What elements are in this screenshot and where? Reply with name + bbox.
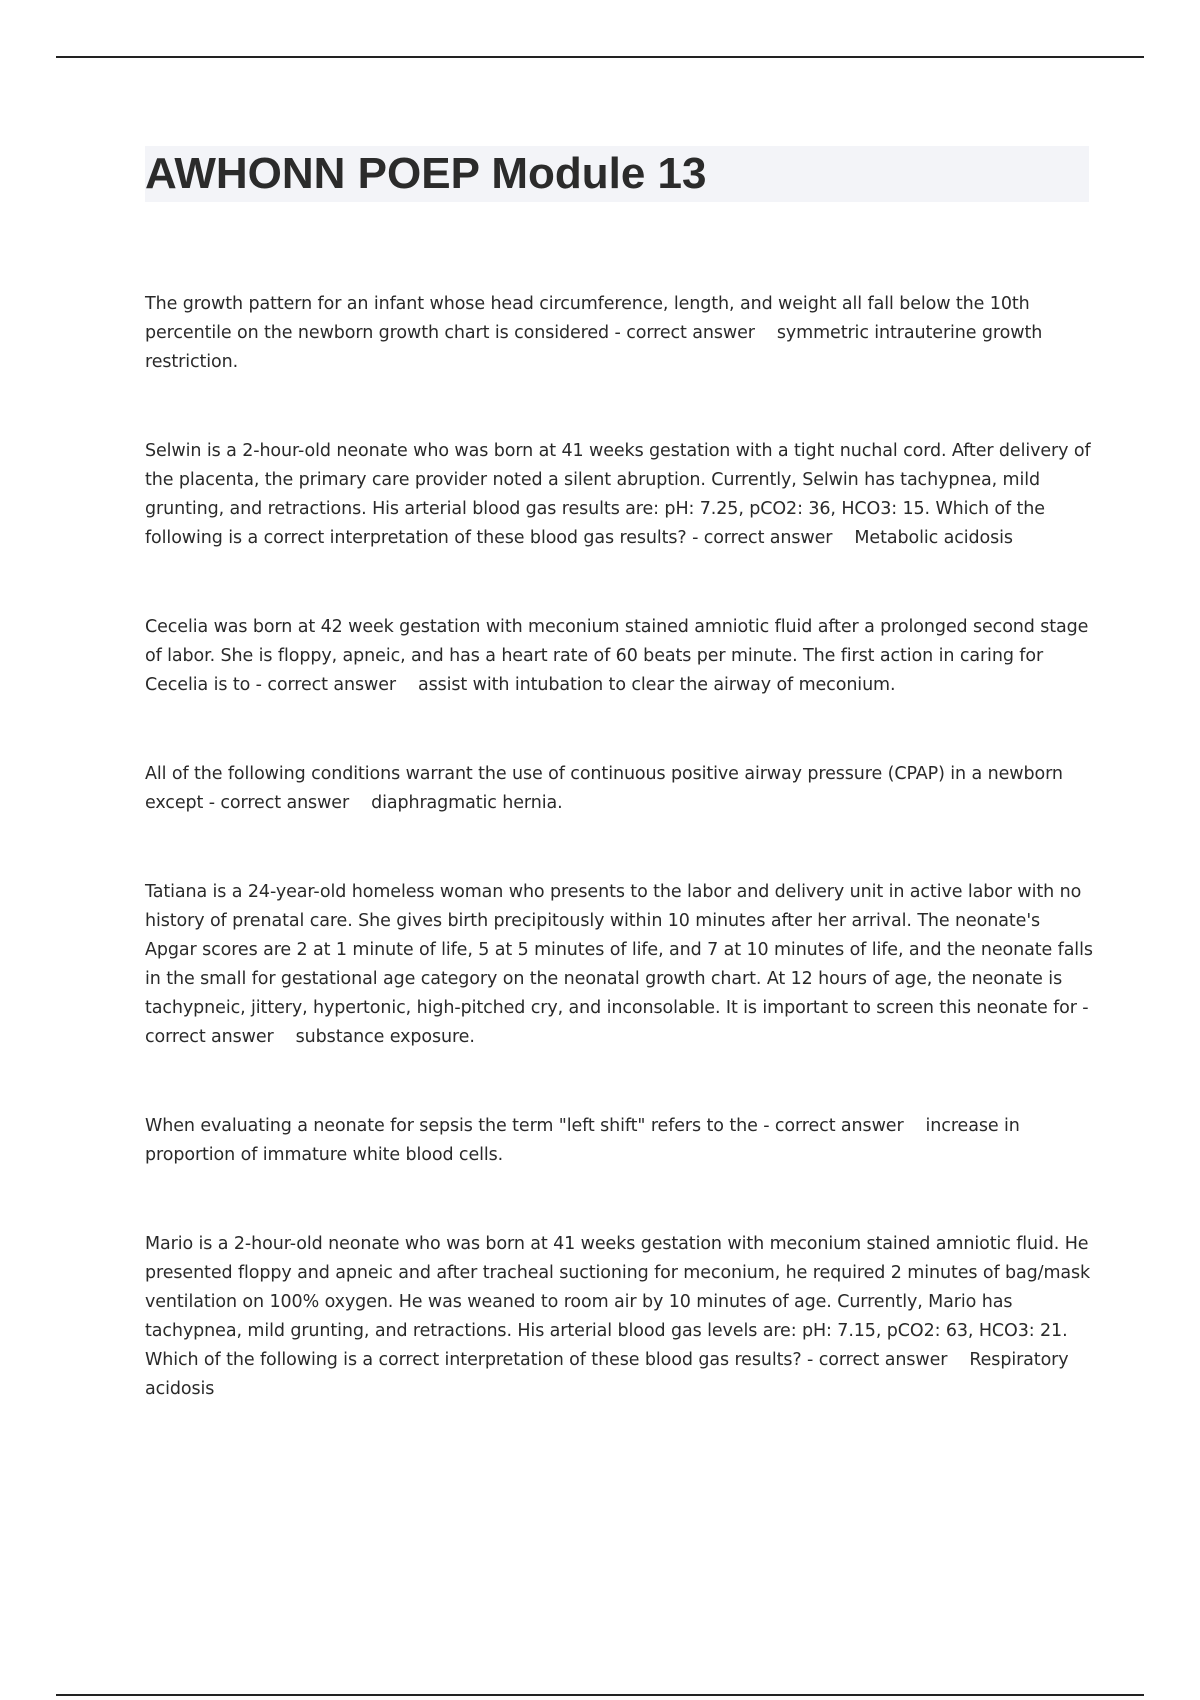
qa-question: All of the following conditions warrant the use of continuous positive airway pressure (CPAP) in a newborn except - correct answer — [145, 764, 1063, 813]
qa-item — [145, 613, 1095, 700]
bottom-rule — [56, 1694, 1144, 1696]
qa-item — [145, 437, 1095, 553]
qa-question: Selwin is a 2-hour-old neonate who was born at 41 weeks gestation with a tight nuchal cord. After delivery of the placenta, the primary care provider noted a silent abruption. Currently, Selwin has tachypnea, mild grunting, and retractions. His arterial blood gas results are: pH: 7.25, pCO2: 36, HCO3: 15. Which of the following is a correct interpretation of these blood gas results? - correct answer — [145, 441, 1091, 548]
qa-question: Mario is a 2-hour-old neonate who was born at 41 weeks gestation with meconium stained amniotic fluid. He presented floppy and apneic and after tracheal suctioning for meconium, he required 2 minutes of bag/mask ventilation on 100% oxygen. He was weaned to room air by 10 minutes of age. Currently, Mario has tachypnea, mild grunting, and retractions. His arterial blood gas levels are: pH: 7.15, pCO2: 63, HCO3: 21. Which of the following is a correct interpretation of these blood gas results? - correct answer — [145, 1234, 1091, 1370]
qa-answer: diaphragmatic hernia. — [371, 793, 563, 813]
qa-answer: substance exposure. — [295, 1027, 475, 1047]
qa-question: Cecelia was born at 42 week gestation with meconium stained amniotic fluid after a prolonged second stage of labor. She is floppy, apneic, and has a heart rate of 60 beats per minute. The first action in caring for Cecelia is to - correct answer — [145, 617, 1089, 695]
qa-question: When evaluating a neonate for sepsis the term "left shift" refers to the - correct answer — [145, 1116, 904, 1136]
qa-item — [145, 290, 1095, 377]
qa-answer: Metabolic acidosis — [854, 528, 1013, 548]
qa-item — [145, 1230, 1095, 1404]
document-title: AWHONN POEP Module 13 — [145, 149, 707, 198]
qa-item — [145, 760, 1095, 818]
qa-answer: increase in proportion of immature white blood cells. — [145, 1116, 1020, 1165]
qa-item — [145, 878, 1095, 1052]
qa-answer: Respiratory acidosis — [145, 1350, 1069, 1399]
qa-question: Tatiana is a 24-year-old homeless woman who presents to the labor and delivery unit in active labor with no history of prenatal care. She gives birth precipitously within 10 minutes after her arrival. The neonate's Apgar scores are 2 at 1 minute of life, 5 at 5 minutes of life, and 7 at 10 minutes of life, and the neonate falls in the small for gestational age category on the neonatal growth chart. At 12 hours of age, the neonate is tachypneic, jittery, hypertonic, high-pitched cry, and inconsolable. It is important to screen this neonate for - correct answer — [145, 882, 1093, 1047]
qa-list — [145, 290, 1095, 1464]
qa-answer: symmetric intrauterine growth restriction. — [145, 323, 1043, 372]
top-rule — [56, 56, 1144, 58]
qa-item — [145, 1112, 1095, 1170]
qa-answer: assist with intubation to clear the airway of meconium. — [417, 675, 896, 695]
qa-question: The growth pattern for an infant whose head circumference, length, and weight all fall below the 10th percentile on the newborn growth chart is considered - correct answer — [145, 294, 1030, 343]
